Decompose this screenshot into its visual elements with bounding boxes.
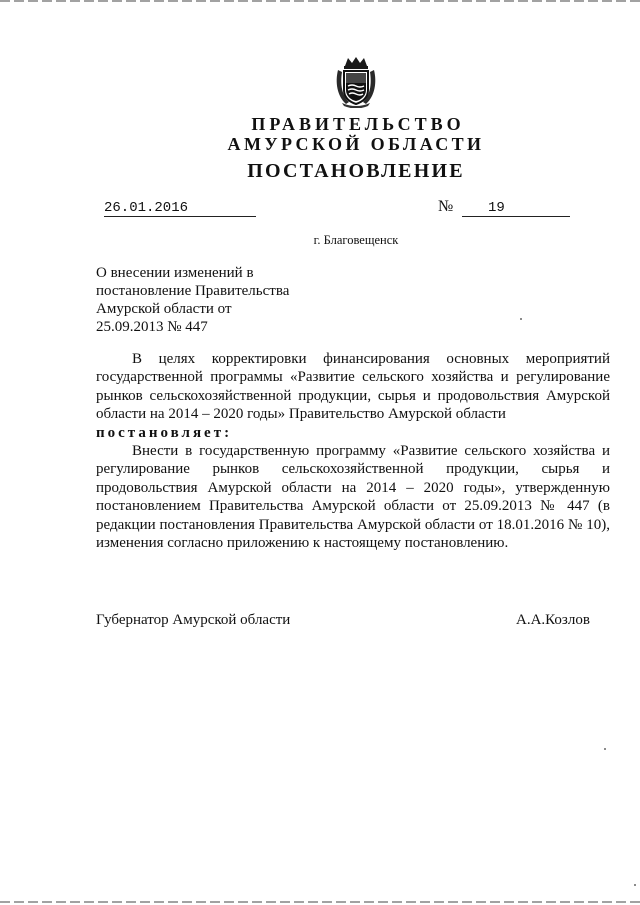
signatory-position: Губернатор Амурской области — [96, 612, 291, 628]
scan-edge-bottom — [0, 901, 640, 903]
subject-line: постановление Правительства — [96, 283, 290, 299]
scan-speck — [520, 318, 522, 320]
subject-line: Амурской области от — [96, 301, 232, 317]
document-date: 26.01.2016 — [104, 200, 256, 217]
document-body — [96, 350, 610, 552]
resolution-paragraph: Внести в государственную программу «Развитие сельского хозяйства и регулирование рынков сельскохозяйственной продукции, сырья и продовольствия Амурской области на 2014 – 2020 годы», утвержденную постановлением Правительства Амурской области от 25.09.2013 № 447 (в редакции постановления Правительства Амурской области от 18.01.2016 № 10), изменения согласно приложению к настоящему постановлению. — [96, 443, 610, 552]
region-title: АМУРСКОЙ ОБЛАСТИ — [227, 134, 485, 154]
subject-line: О внесении изменений в — [96, 265, 254, 281]
amur-region-coat-of-arms-icon — [334, 56, 378, 108]
scan-speck — [634, 884, 636, 886]
subject-line: 25.09.2013 № 447 — [96, 319, 208, 335]
document-type-title: ПОСТАНОВЛЕНИЕ — [247, 160, 465, 182]
scan-speck — [604, 748, 606, 750]
city-line: г. Благовещенск — [313, 233, 399, 247]
subject-block — [96, 264, 289, 336]
government-title: ПРАВИТЕЛЬСТВО — [251, 114, 465, 134]
preamble-paragraph: В целях корректировки финансирования основных мероприятий государственной программы «Развитие сельского хозяйства и регулирование рынков сельскохозяйственной продукции, сырья и продовольствия Амурской области на 2014 – 2020 годы» Правительство Амурской области — [96, 351, 610, 423]
signatory-name: А.А.Козлов — [516, 612, 590, 628]
resolves-keyword: постановляет: — [96, 424, 233, 441]
number-label: № — [438, 198, 454, 215]
document-number: 19 — [462, 200, 570, 217]
scan-edge-top — [0, 0, 640, 2]
